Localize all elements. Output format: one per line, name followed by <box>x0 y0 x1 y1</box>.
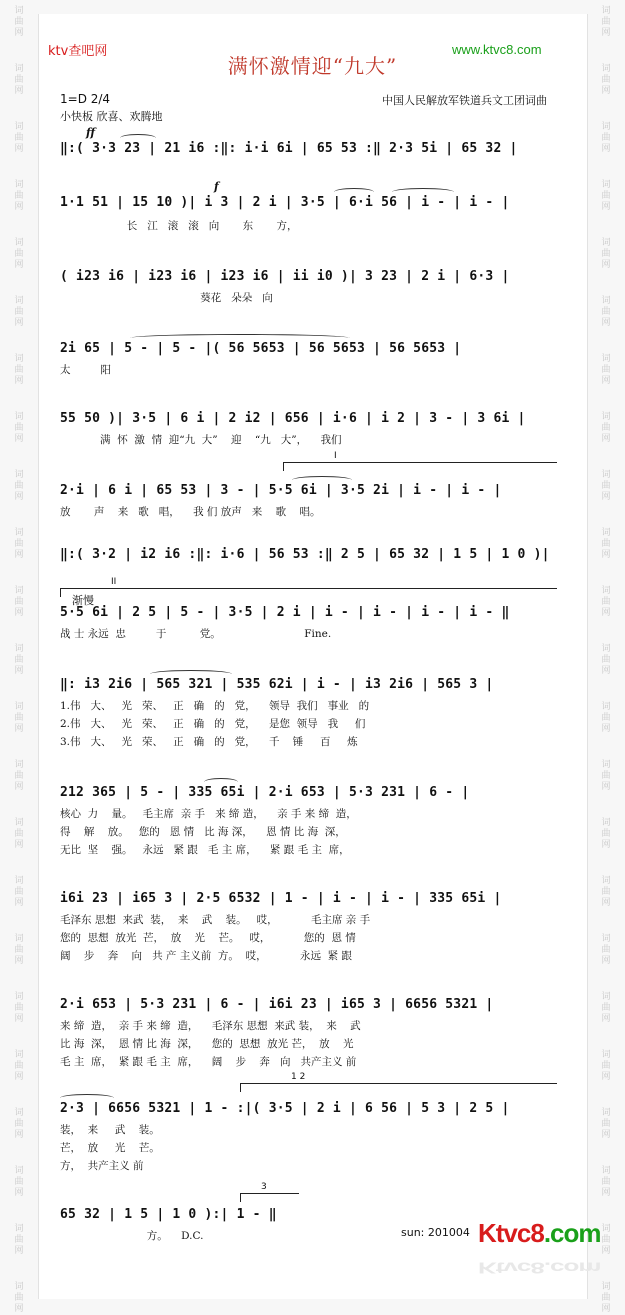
lyric-line-13-verse-1: 装， 来 武 装。 <box>60 1124 160 1136</box>
side-watermark-text: 词 曲 网 <box>14 818 24 850</box>
slur-arc <box>60 1094 114 1102</box>
lyric-line-11-verse-3: 阔 步 奔 向 共 产 主义前 方。 哎， 永远 紧 跟 <box>60 950 352 962</box>
side-watermark-text: 词 曲 网 <box>14 122 24 154</box>
song-title: 满怀激情迎“九大” <box>227 54 398 78</box>
side-watermark-text: 词 曲 网 <box>601 180 611 212</box>
f-dynamic: f <box>214 180 219 193</box>
side-watermark-text: 词 曲 网 <box>14 934 24 966</box>
lyric-line-6: 放 声 来 歌 唱， 我 们 放声 来 歌 唱。 <box>60 506 321 518</box>
music-line-11: i6i 23 | i65 3 | 2·5 6532 | 1 - | i - | i - | 335 65i | <box>60 891 502 906</box>
signature-text: sun: 201004 <box>401 1226 470 1239</box>
side-watermark-text: 词 曲 网 <box>601 122 611 154</box>
side-watermark-text: 词 曲 网 <box>14 644 24 676</box>
tempo-marking: 小快板 欣喜、欢腾地 <box>60 110 163 123</box>
side-watermark-text: 词 曲 网 <box>14 354 24 386</box>
music-line-12: 2·i 653 | 5·3 231 | 6 - | i6i 23 | i65 3 | 6656 5321 | <box>60 997 494 1012</box>
side-watermark-text: 词 曲 网 <box>601 1108 611 1140</box>
lyric-line-2: 长 江 滚 滚 向 东 方， <box>60 220 298 232</box>
music-line-5: 55 50 )| 3·5 | 6 i | 2 i2 | 656 | i·6 | i 2 | 3 - | 3 6i | <box>60 411 526 426</box>
rit-marking: 渐慢 <box>72 594 94 607</box>
lyric-line-12-verse-1: 来 缔 造， 亲 手 来 缔 造， 毛泽东 思想 来武 装， 来 武 <box>60 1020 361 1032</box>
side-watermark-text: 词 曲 网 <box>14 1166 24 1198</box>
side-watermark-text: 词 曲 网 <box>601 992 611 1024</box>
side-watermark-text: 词 曲 网 <box>14 1050 24 1082</box>
side-watermark-text: 词 曲 网 <box>601 934 611 966</box>
ff-dynamic: ff <box>86 126 96 139</box>
side-watermark-text: 词 曲 网 <box>601 64 611 96</box>
lyric-line-13-verse-3: 方， 共产主义 前 <box>60 1160 144 1172</box>
side-watermark-text: 词 曲 网 <box>601 760 611 792</box>
lyric-line-11-verse-1: 毛泽东 思想 来武 装， 来 武 装。 哎， 毛主席 亲 手 <box>60 914 371 926</box>
slur-arc <box>150 670 232 678</box>
music-line-8: 5·5 6i | 2 5 | 5 - | 3·5 | 2 i | i - | i - | i - | i - ‖ <box>60 605 510 620</box>
side-watermark-text: 词 曲 网 <box>14 760 24 792</box>
side-watermark-text: 词 曲 网 <box>601 6 611 38</box>
side-watermark-text: 词 曲 网 <box>601 1166 611 1198</box>
side-watermark-text: 词 曲 网 <box>601 412 611 444</box>
music-line-4: 2i 65 | 5 - | 5 - |( 56 5653 | 56 5653 | 56 5653 | <box>60 341 462 356</box>
side-watermark-text: 词 曲 网 <box>601 702 611 734</box>
side-watermark-text: 词 曲 网 <box>601 1050 611 1082</box>
side-watermark-text: 词 曲 网 <box>14 586 24 618</box>
music-line-1: ‖:( 3·3 23 | 21 i6 :‖: i·i 6i | 65 53 :‖ 2·3 5i | 65 32 | <box>60 141 518 156</box>
side-watermark-text: 词 曲 网 <box>601 470 611 502</box>
side-watermark-text: 词 曲 网 <box>14 992 24 1024</box>
volta-label-2: II <box>111 577 117 587</box>
side-watermark-text: 词 曲 网 <box>601 818 611 850</box>
lyric-line-10-verse-1: 核心 力 量。 毛主席 亲 手 来 缔 造， 亲 手 来 缔 造， <box>60 808 357 820</box>
slur-arc <box>120 134 156 142</box>
lyric-line-12-verse-3: 毛 主 席， 紧 跟 毛 主 席， 阔 步 奔 向 共产主义 前 <box>60 1056 357 1068</box>
lyric-line-12-verse-2: 比 海 深， 恩 情 比 海 深， 您的 思想 放光 芒， 放 光 <box>60 1038 354 1050</box>
lyric-line-9-verse-2: 2.伟 大、 光 荣、 正 确 的 党， 是您 领导 我 们 <box>60 718 366 730</box>
volta-bracket-1 <box>283 451 557 471</box>
volta-bracket-2 <box>60 577 557 597</box>
slur-arc <box>392 188 454 196</box>
music-line-13: 2·3 | 6656 5321 | 1 - :|( 3·5 | 2 i | 6 56 | 5 3 | 2 5 | <box>60 1101 510 1116</box>
music-line-3: ( i23 i6 | i23 i6 | i23 i6 | ii i0 )| 3 23 | 2 i | 6·3 | <box>60 269 510 284</box>
side-watermark-text: 词 曲 网 <box>14 1282 24 1314</box>
key-signature: 1=D 2/4 <box>60 92 111 106</box>
side-watermark-text: 词 曲 网 <box>601 238 611 270</box>
music-line-2: 1·1 51 | 15 10 )| i 3 | 2 i | 3·5 | 6·i 56 | i - | i - | <box>60 195 510 210</box>
side-watermark-text: 词 曲 网 <box>601 296 611 328</box>
ktv-brand-left: ktv查吧网 <box>48 44 108 59</box>
song-credit: 中国人民解放军铁道兵文工团词曲 <box>382 94 547 107</box>
side-watermark-text: 词 曲 网 <box>14 238 24 270</box>
lyric-line-9-verse-1: 1.伟 大、 光 荣、 正 确 的 党， 领导 我们 事业 的 <box>60 700 370 712</box>
ktvc8-logo-reflection: Ktvc8.com <box>478 1258 601 1277</box>
music-line-14: 65 32 | 1 5 | 1 0 ):| 1 - ‖ <box>60 1207 277 1222</box>
left-watermark-strip <box>2 0 36 1313</box>
side-watermark-text: 词 曲 网 <box>601 586 611 618</box>
lyric-line-10-verse-2: 得 解 放。 您的 恩 情 比 海 深， 恩 情 比 海 深， <box>60 826 346 838</box>
slur-arc <box>204 778 238 786</box>
lyric-line-8: 战 士 永远 忠 于 党。 Fine. <box>60 628 332 640</box>
side-watermark-text: 词 曲 网 <box>601 528 611 560</box>
side-watermark-text: 词 曲 网 <box>14 876 24 908</box>
side-watermark-text: 词 曲 网 <box>14 528 24 560</box>
side-watermark-text: 词 曲 网 <box>601 354 611 386</box>
side-watermark-text: 词 曲 网 <box>601 644 611 676</box>
lyric-line-10-verse-3: 无比 坚 强。 永远 紧 跟 毛 主 席， 紧 跟 毛 主 席， <box>60 844 350 856</box>
lyric-line-5: 满 怀 激 情 迎“九 大” 迎 “九 大”， 我们 <box>60 434 342 446</box>
side-watermark-text: 词 曲 网 <box>14 6 24 38</box>
side-watermark-text: 词 曲 网 <box>14 64 24 96</box>
slur-arc <box>292 476 352 484</box>
side-watermark-text: 词 曲 网 <box>601 1282 611 1314</box>
side-watermark-text: 词 曲 网 <box>14 296 24 328</box>
music-line-9: ‖: i3 2i6 | 565 321 | 535 62i | i - | i3 2i6 | 565 3 | <box>60 677 494 692</box>
volta-bracket-3 <box>240 1182 299 1202</box>
lyric-line-4: 太 阳 <box>60 364 112 376</box>
volta-label-1: I <box>334 451 337 461</box>
right-watermark-strip <box>589 0 623 1313</box>
lyric-line-14: 方。 D.C. <box>60 1230 204 1242</box>
music-line-7: ‖:( 3·2 | i2 i6 :‖: i·6 | 56 53 :‖ 2 5 | 65 32 | 1 5 | 1 0 )| <box>60 547 550 562</box>
lyric-line-11-verse-2: 您的 思想 放光 芒， 放 光 芒。 哎， 您的 恩 情 <box>60 932 356 944</box>
lyric-line-3: 葵花 朵朵 向 <box>60 292 273 304</box>
ktvc8-logo: Ktvc8.com <box>478 1218 601 1248</box>
side-watermark-text: 词 曲 网 <box>601 876 611 908</box>
side-watermark-text: 词 曲 网 <box>14 1224 24 1256</box>
slur-arc <box>334 188 374 196</box>
lyric-line-9-verse-3: 3.伟 大、 光 荣、 正 确 的 党， 千 锤 百 炼 <box>60 736 358 748</box>
music-line-6: 2·i | 6 i | 65 53 | 3 - | 5·5 6i | 3·5 2i | i - | i - | <box>60 483 502 498</box>
side-watermark-text: 词 曲 网 <box>14 412 24 444</box>
side-watermark-text: 词 曲 网 <box>14 1108 24 1140</box>
ktv-brand-url: www.ktvc8.com <box>452 42 542 57</box>
volta-label-12: 1 2 <box>291 1072 306 1082</box>
side-watermark-text: 词 曲 网 <box>601 1224 611 1256</box>
slur-arc <box>130 334 350 342</box>
lyric-line-13-verse-2: 芒， 放 光 芒。 <box>60 1142 160 1154</box>
volta-label-3: 3 <box>261 1182 267 1192</box>
side-watermark-text: 词 曲 网 <box>14 702 24 734</box>
music-line-10: 212 365 | 5 - | 335 65i | 2·i 653 | 5·3 231 | 6 - | <box>60 785 470 800</box>
side-watermark-text: 词 曲 网 <box>14 180 24 212</box>
side-watermark-text: 词 曲 网 <box>14 470 24 502</box>
volta-bracket-12 <box>240 1072 557 1092</box>
